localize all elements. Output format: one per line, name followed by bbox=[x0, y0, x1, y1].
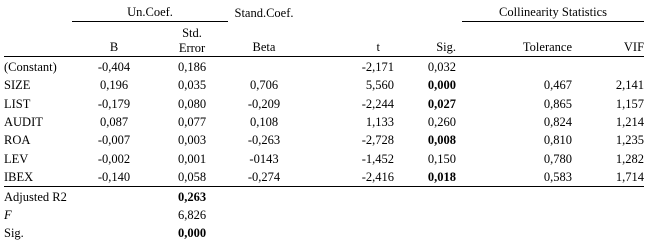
group-header-un-coef: Un.Coef. bbox=[72, 3, 228, 22]
table-row bbox=[4, 113, 644, 131]
cell-b: -0,179 bbox=[97, 96, 131, 111]
column-header-row bbox=[4, 22, 644, 57]
cell-vif: 1,282 bbox=[615, 151, 645, 166]
summary-label: Sig. bbox=[4, 226, 24, 241]
cell-sig: 0,032 bbox=[427, 59, 457, 74]
cell-b: -0,140 bbox=[72, 168, 156, 187]
cell-std-error: 0,035 bbox=[177, 78, 207, 93]
cell-sig-significant: 0,000 bbox=[427, 78, 457, 93]
cell-std-error: 0,080 bbox=[177, 96, 207, 111]
row-label: IBEX bbox=[4, 168, 72, 187]
row-label: LEV bbox=[4, 151, 29, 166]
group-header-collinearity: Collinearity Statistics bbox=[462, 3, 644, 22]
row-label: LIST bbox=[4, 96, 31, 111]
table-row bbox=[4, 149, 644, 167]
row-label: ROA bbox=[4, 133, 31, 148]
cell-b: -0,404 bbox=[97, 59, 131, 74]
cell-b: -0,007 bbox=[97, 133, 131, 148]
summary-row-f bbox=[4, 206, 644, 224]
table-row bbox=[4, 94, 644, 112]
col-header-std-error-line1: Std. bbox=[182, 26, 202, 41]
col-header-sig: Sig. bbox=[394, 22, 462, 57]
table-row bbox=[4, 57, 644, 76]
cell-std-error: 0,186 bbox=[177, 59, 207, 74]
cell-beta bbox=[228, 57, 300, 76]
table-row bbox=[4, 76, 644, 94]
cell-sig-significant: 0,008 bbox=[427, 133, 457, 148]
cell-std-error: 0,058 bbox=[156, 168, 228, 187]
table-row bbox=[4, 168, 644, 187]
table-row bbox=[4, 131, 644, 149]
cell-sig: 0,260 bbox=[427, 114, 457, 129]
cell-tolerance: 0,824 bbox=[543, 114, 573, 129]
col-header-t: t bbox=[300, 22, 394, 57]
col-header-vif: VIF bbox=[580, 22, 644, 57]
row-label: (Constant) bbox=[4, 59, 57, 74]
cell-sig-significant: 0,018 bbox=[394, 168, 462, 187]
cell-tolerance: 0,780 bbox=[543, 151, 573, 166]
col-header-beta: Beta bbox=[228, 22, 300, 57]
summary-label: F bbox=[4, 207, 12, 222]
col-header-std-error-line2: Error bbox=[178, 41, 206, 56]
cell-b: -0,002 bbox=[97, 151, 131, 166]
cell-tolerance: 0,467 bbox=[543, 78, 573, 93]
cell-t: -2,244 bbox=[361, 96, 395, 111]
cell-t: -1,452 bbox=[361, 151, 395, 166]
cell-t: -2,416 bbox=[300, 168, 394, 187]
cell-tolerance: 0,865 bbox=[543, 96, 573, 111]
cell-tolerance: 0,583 bbox=[462, 168, 580, 187]
cell-sig: 0,150 bbox=[427, 151, 457, 166]
cell-std-error: 0,077 bbox=[177, 114, 207, 129]
summary-value: 0,263 bbox=[177, 189, 207, 204]
cell-b: 0,196 bbox=[99, 78, 129, 93]
col-header-std-error bbox=[156, 22, 228, 57]
summary-row-sig bbox=[4, 224, 644, 242]
row-label: SIZE bbox=[4, 78, 31, 93]
regression-results-table bbox=[4, 3, 644, 242]
summary-value: 6,826 bbox=[177, 207, 207, 222]
cell-beta: -0143 bbox=[249, 151, 279, 166]
cell-std-error: 0,003 bbox=[177, 133, 207, 148]
cell-sig-significant: 0,027 bbox=[427, 96, 457, 111]
group-header-row bbox=[4, 3, 644, 22]
summary-value: 0,000 bbox=[177, 226, 207, 241]
summary-label: Adjusted R2 bbox=[4, 189, 67, 204]
cell-vif: 1,714 bbox=[580, 168, 644, 187]
cell-t: 5,560 bbox=[365, 78, 395, 93]
row-label: AUDIT bbox=[4, 114, 43, 129]
cell-beta: -0,274 bbox=[228, 168, 300, 187]
cell-vif: 1,214 bbox=[615, 114, 645, 129]
cell-t: 1,133 bbox=[365, 114, 395, 129]
cell-t: -2,728 bbox=[361, 133, 395, 148]
cell-vif: 2,141 bbox=[615, 78, 645, 93]
cell-beta: 0,706 bbox=[249, 78, 279, 93]
cell-b: 0,087 bbox=[99, 114, 129, 129]
col-header-b: B bbox=[72, 22, 156, 57]
cell-std-error: 0,001 bbox=[177, 151, 207, 166]
cell-beta: -0,209 bbox=[247, 96, 281, 111]
cell-t: -2,171 bbox=[361, 59, 395, 74]
cell-beta: 0,108 bbox=[249, 114, 279, 129]
summary-row-adjusted-r2 bbox=[4, 187, 644, 206]
cell-vif bbox=[580, 57, 644, 76]
cell-tolerance: 0,810 bbox=[543, 133, 573, 148]
cell-beta: -0,263 bbox=[247, 133, 281, 148]
group-header-stand-coef: Stand.Coef. bbox=[234, 5, 294, 20]
cell-tolerance bbox=[462, 57, 580, 76]
cell-vif: 1,235 bbox=[615, 133, 645, 148]
cell-vif: 1,157 bbox=[615, 96, 645, 111]
col-header-tolerance: Tolerance bbox=[462, 22, 580, 57]
